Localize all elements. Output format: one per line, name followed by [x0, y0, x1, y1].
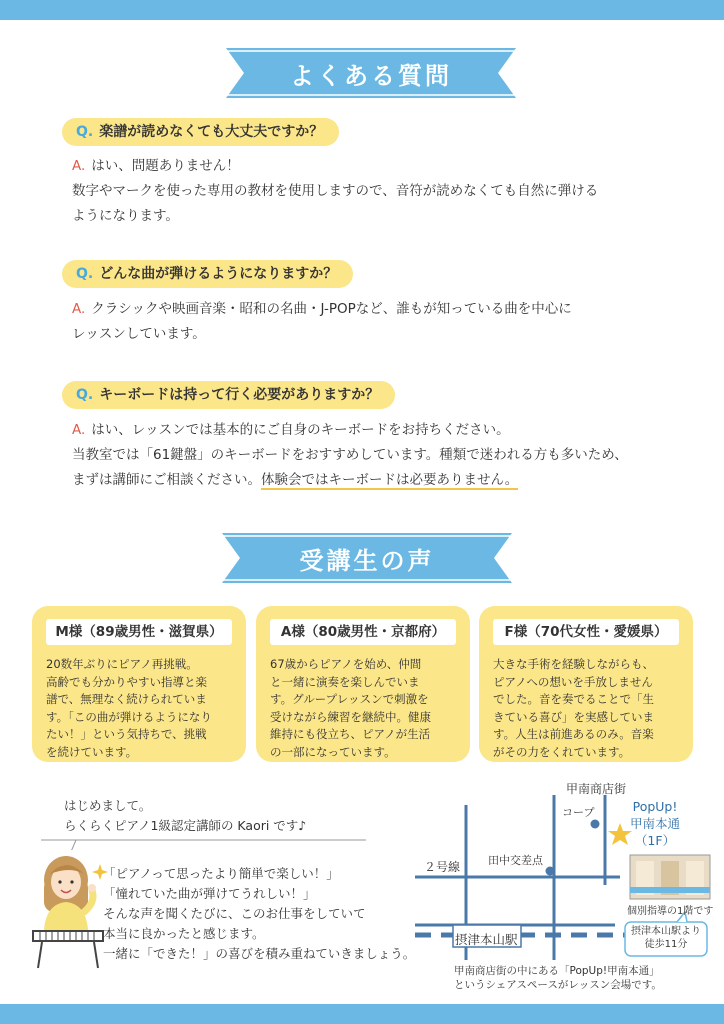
q-mark: Q. — [76, 266, 94, 282]
question-text: 楽譜が読めなくても大丈夫ですか？ — [99, 124, 324, 140]
voice-text: 67歳からピアノを始め、仲間 と一緒に演奏を楽しんでいま す。グループレッスンで刺激を 受けながら練習を継続中。健康 維持にも役立ち、ピアノが生活 の一部になっています。 — [270, 657, 431, 759]
voice-name: F様（70代女性・愛媛県） — [493, 619, 679, 645]
faq-answer-3 — [72, 418, 628, 493]
voices-heading: 受講生の声 — [299, 546, 435, 575]
faq-heading: よくある質問 — [290, 61, 452, 90]
faq-question-3 — [62, 381, 395, 409]
answer-line: レッスンしています。 — [72, 326, 206, 342]
answer-line: はい、問題ありません！ — [91, 158, 240, 174]
answer-line: クラシックや映画音楽・昭和の名曲・J-POPなど、誰もが知っている曲を中心に — [91, 301, 572, 317]
voice-card-1 — [32, 606, 246, 762]
a-mark: A. — [72, 422, 86, 438]
map-cope: コープ — [562, 806, 595, 819]
a-mark: A. — [72, 301, 86, 317]
q-mark: Q. — [76, 387, 94, 403]
highlight-note: 体験会ではキーボードは必要ありません。 — [261, 472, 519, 488]
q-mark: Q. — [76, 124, 94, 140]
top-bar — [0, 0, 724, 20]
map-station: 摂津本山駅 — [455, 932, 518, 947]
voice-text: 20数年ぶりにピアノ再挑戦。 高齢でも分かりやすい指導と楽 譜で、無理なく続けられていま す。「この曲が弾けるようになり たい！」という気持ちで、挑戦 を続けています。 — [46, 657, 212, 759]
voice-name: A様（80歳男性・京都府） — [270, 619, 456, 645]
question-text: どんな曲が弾けるようになりますか？ — [99, 266, 338, 282]
map-walk: 摂津本山駅より 徒歩11分 — [631, 926, 701, 950]
answer-line: 数字やマークを使った専用の教材を使用しますので、音符が読めなくても自然に弾ける — [72, 183, 599, 199]
map-venue: PopUp! 甲南本通 （1F） — [630, 799, 681, 848]
bottom-bar — [0, 1004, 724, 1024]
faq-answer-1 — [72, 154, 598, 229]
teacher-message: 「ピアノって思ったより簡単で楽しい！」 「憧れていた曲が弾けてうれしい！」 そんな声を聞くたびに、このお仕事をしていて 本当に良かったと感じます。 一緒に「できた！」の喜びを積み重ねていきましょう。 — [103, 866, 416, 961]
map-street: 甲南商店街 — [566, 782, 627, 796]
teacher-intro: はじめまして。 らくらくピアノ1級認定講師の Kaori です♪ — [64, 798, 307, 833]
faq-question-2 — [62, 260, 353, 288]
map-note: 甲南商店街の中にある「PopUp!甲南本通」 というシェアスペースがレッスン会場です。 — [454, 965, 662, 991]
map-route2: ２号線 — [424, 860, 461, 874]
question-text: キーボードは持って行く必要がありますか？ — [99, 387, 380, 403]
a-mark: A. — [72, 158, 86, 174]
faq-answer-2 — [72, 297, 572, 347]
voice-card-2 — [256, 606, 470, 762]
answer-line: 当教室では「61鍵盤」のキーボードをおすすめしています。種類で迷われる方も多いため、 — [72, 447, 628, 463]
voice-text: 大きな手術を経験しながらも、 ピアノへの想いを手放しません でした。音を奏でることで「生 きている喜び」を実感していま す。人生は前進あるのみ。音楽 がその力をくれています。 — [493, 657, 654, 759]
voice-name: M様（89歳男性・滋賀県） — [46, 619, 232, 645]
voice-card-3 — [479, 606, 693, 762]
answer-line: まずは講師にご相談ください。 — [72, 472, 261, 488]
answer-line: はい、レッスンでは基本的にご自身のキーボードをお持ちください。 — [91, 422, 510, 438]
faq-question-1 — [62, 118, 339, 146]
faq-heading-ribbon — [226, 48, 516, 98]
answer-line: ようになります。 — [72, 208, 179, 224]
voices-heading-ribbon — [222, 533, 512, 583]
map-crossing: 田中交差点 — [488, 854, 543, 867]
map-photo-caption: 個別指導の1階です — [627, 906, 714, 917]
